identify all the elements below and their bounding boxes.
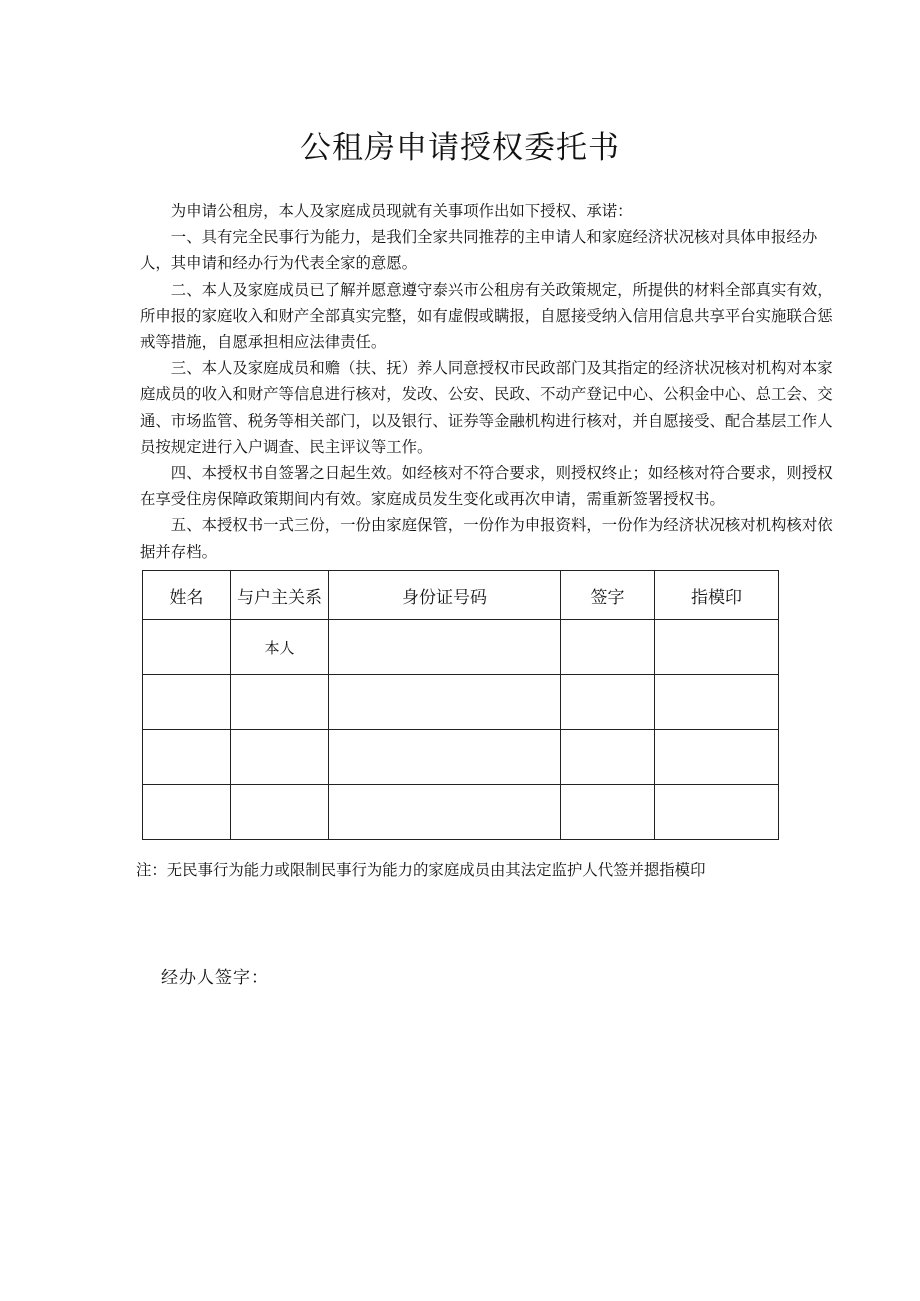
cell-name[interactable] bbox=[143, 730, 231, 785]
intro-paragraph: 为申请公租房，本人及家庭成员现就有关事项作出如下授权、承诺： bbox=[170, 202, 633, 220]
clause-4: 四、本授权书自签署之日起生效。如经核对不符合要求，则授权终止；如经核对符合要求，则授权在享受住房保障政策期间内有效。家庭成员发生变化或再次申请，需重新签署授权书。 bbox=[140, 464, 833, 509]
table-header-row bbox=[143, 571, 779, 620]
clause-5: 五、本授权书一式三份，一份由家庭保管，一份作为申报资料，一份作为经济状况核对机构核对依据并存档。 bbox=[140, 516, 833, 561]
cell-fingerprint[interactable] bbox=[655, 675, 779, 730]
cell-signature[interactable] bbox=[561, 620, 655, 675]
cell-id-number[interactable] bbox=[329, 785, 561, 840]
clause-3: 三、本人及家庭成员和赡（扶、抚）养人同意授权市民政部门及其指定的经济状况核对机构对本家庭成员的收入和财产等信息进行核对，发改、公安、民政、不动产登记中心、公积金中心、总工会、交通、市场监管、税务等相关部门，以及银行、证券等金融机构进行核对，并自愿接受、配合基层工作人员按规定进行入户调查、民主评议等工作。 bbox=[140, 359, 833, 456]
clause-1: 一、具有完全民事行为能力，是我们全家共同推荐的主申请人和家庭经济状况核对具体申报经办人，其申请和经办行为代表全家的意愿。 bbox=[140, 228, 818, 273]
table-row bbox=[143, 785, 779, 840]
handler-signature bbox=[161, 963, 389, 988]
cell-relation[interactable] bbox=[231, 730, 329, 785]
cell-name[interactable] bbox=[143, 785, 231, 840]
header-signature: 签字 bbox=[561, 571, 655, 620]
cell-fingerprint[interactable] bbox=[655, 620, 779, 675]
cell-signature[interactable] bbox=[561, 675, 655, 730]
cell-relation[interactable] bbox=[231, 785, 329, 840]
table-row bbox=[143, 730, 779, 785]
cell-fingerprint[interactable] bbox=[655, 730, 779, 785]
table-row bbox=[143, 675, 779, 730]
cell-id-number[interactable] bbox=[329, 620, 561, 675]
header-relation: 与户主关系 bbox=[231, 571, 329, 620]
page-title: 公租房申请授权委托书 bbox=[300, 130, 620, 166]
authorization-body bbox=[140, 198, 840, 565]
header-id-number: 身份证号码 bbox=[329, 571, 561, 620]
clause-2: 二、本人及家庭成员已了解并愿意遵守泰兴市公租房有关政策规定，所提供的材料全部真实有效，所申报的家庭收入和财产全部真实完整，如有虚假或瞒报，自愿接受纳入信用信息共享平台实施联合惩戒等措施，自愿承担相应法律责任。 bbox=[140, 280, 833, 352]
cell-name[interactable] bbox=[143, 675, 231, 730]
cell-signature[interactable] bbox=[561, 785, 655, 840]
cell-name[interactable] bbox=[143, 620, 231, 675]
cell-relation[interactable]: 本人 bbox=[231, 620, 329, 675]
cell-id-number[interactable] bbox=[329, 675, 561, 730]
cell-id-number[interactable] bbox=[329, 730, 561, 785]
header-name: 姓名 bbox=[143, 571, 231, 620]
cell-signature[interactable] bbox=[561, 730, 655, 785]
signature-label: 经办人签字： bbox=[161, 968, 269, 988]
table-row bbox=[143, 620, 779, 675]
header-fingerprint: 指模印 bbox=[655, 571, 779, 620]
family-members-table bbox=[142, 570, 779, 840]
footnote: 注：无民事行为能力或限制民事行为能力的家庭成员由其法定监护人代签并摁指模印 bbox=[136, 861, 706, 879]
cell-relation[interactable] bbox=[231, 675, 329, 730]
cell-fingerprint[interactable] bbox=[655, 785, 779, 840]
